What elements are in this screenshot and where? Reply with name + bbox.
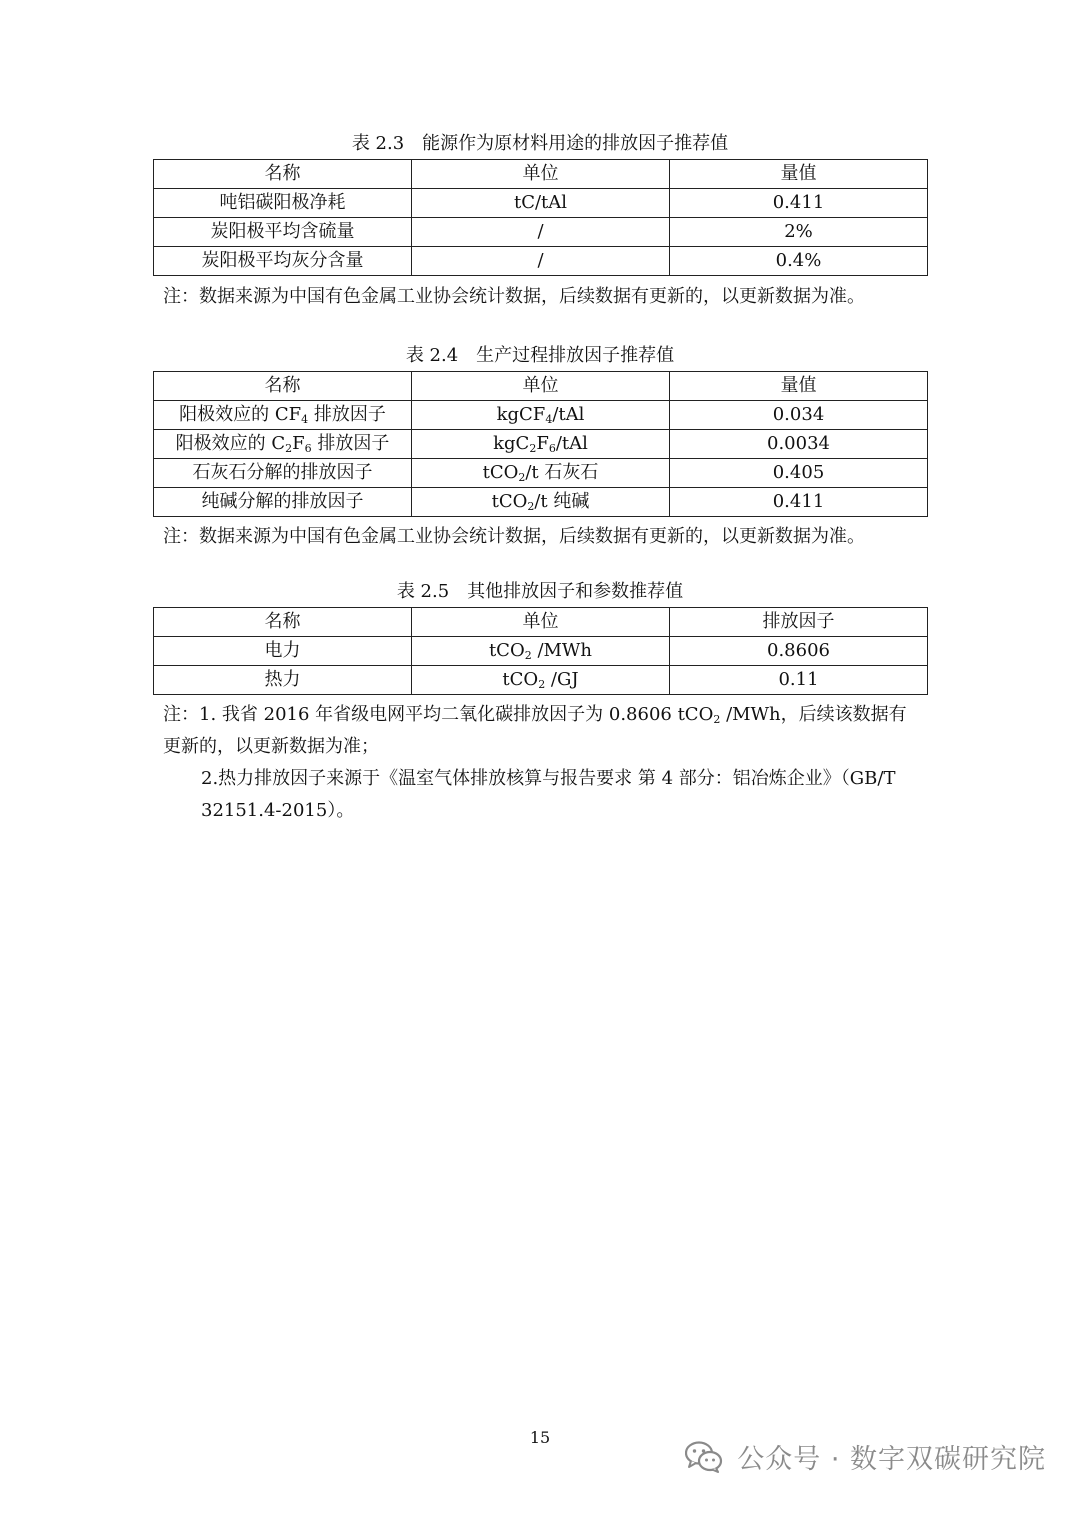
table-2-4-caption: 表 2.4 生产过程排放因子推荐值 (405, 345, 675, 366)
table-row (154, 218, 928, 247)
cell-name: 电力 (154, 637, 412, 666)
cell-value: 0.0034 (670, 430, 928, 459)
note-1: 注：1. 我省 2016 年省级电网平均二氧化碳排放因子为 0.8606 tCO$_2$ /MWh，后续该数据有更新的，以更新数据为准； (163, 704, 907, 757)
cell-name: 阳极效应的 $C_2F_6$ 排放因子 (154, 430, 412, 459)
table-row (154, 247, 928, 276)
cell-unit: / (412, 247, 670, 276)
table-2-5-note (163, 699, 923, 827)
watermark (685, 1437, 1046, 1476)
cell-name: 热力 (154, 666, 412, 695)
table-header-row (154, 372, 928, 401)
note-2: 2.热力排放因子来源于《温室气体排放核算与报告要求 第 4 部分：铝冶炼企业》（GB/T 32151.4-2015）。 (201, 768, 896, 821)
cell-name: 纯碱分解的排放因子 (154, 488, 412, 517)
table-row (154, 430, 928, 459)
cell-value: 0.8606 (670, 637, 928, 666)
table-row (154, 189, 928, 218)
header-unit: 单位 (412, 160, 670, 189)
table-header-row (154, 608, 928, 637)
table-header-row (154, 160, 928, 189)
header-factor: 排放因子 (670, 608, 928, 637)
table-row (154, 459, 928, 488)
header-name: 名称 (154, 608, 412, 637)
cell-name: 炭阳极平均含硫量 (154, 218, 412, 247)
cell-value: 0.405 (670, 459, 928, 488)
table-row (154, 488, 928, 517)
cell-name: 阳极效应的 $CF_4$ 排放因子 (154, 401, 412, 430)
wechat-icon (685, 1441, 723, 1473)
table-2-5-caption: 表 2.5 其他排放因子和参数推荐值 (396, 581, 684, 602)
header-value: 量值 (670, 160, 928, 189)
page-number: 15 (529, 1428, 551, 1447)
cell-value: 0.4% (670, 247, 928, 276)
cell-unit: tCO$_2$/t 石灰石 (412, 459, 670, 488)
cell-name: 吨铝碳阳极净耗 (154, 189, 412, 218)
header-name: 名称 (154, 372, 412, 401)
note-text: 注：数据来源为中国有色金属工业协会统计数据，后续数据有更新的，以更新数据为准。 (163, 286, 865, 307)
watermark-text: 公众号 · 数字双碳研究院 (737, 1444, 1046, 1475)
header-unit: 单位 (412, 372, 670, 401)
table-row (154, 401, 928, 430)
header-name: 名称 (154, 160, 412, 189)
cell-name: 石灰石分解的排放因子 (154, 459, 412, 488)
header-unit: 单位 (412, 608, 670, 637)
table-2-3 (153, 159, 928, 276)
table-row (154, 637, 928, 666)
header-value: 量值 (670, 372, 928, 401)
table-2-4-note (163, 521, 923, 553)
cell-value: 0.034 (670, 401, 928, 430)
cell-unit: / (412, 218, 670, 247)
cell-unit: tC/tAl (412, 189, 670, 218)
table-row (154, 666, 928, 695)
cell-unit: tCO$_2$/t 纯碱 (412, 488, 670, 517)
cell-name: 炭阳极平均灰分含量 (154, 247, 412, 276)
cell-value: 0.411 (670, 488, 928, 517)
note-text: 注：数据来源为中国有色金属工业协会统计数据，后续数据有更新的，以更新数据为准。 (163, 526, 865, 547)
cell-value: 0.11 (670, 666, 928, 695)
cell-value: 0.411 (670, 189, 928, 218)
table-2-3-caption: 表 2.3 能源作为原材料用途的排放因子推荐值 (351, 133, 729, 154)
table-2-4 (153, 371, 928, 517)
table-2-5 (153, 607, 928, 695)
cell-unit: $kgC_2F_6$/tAl (412, 430, 670, 459)
cell-unit: tCO$_2$ /MWh (412, 637, 670, 666)
table-2-3-note (163, 281, 923, 313)
cell-unit: kgCF$_4$/tAl (412, 401, 670, 430)
cell-value: 2% (670, 218, 928, 247)
cell-unit: tCO$_2$ /GJ (412, 666, 670, 695)
